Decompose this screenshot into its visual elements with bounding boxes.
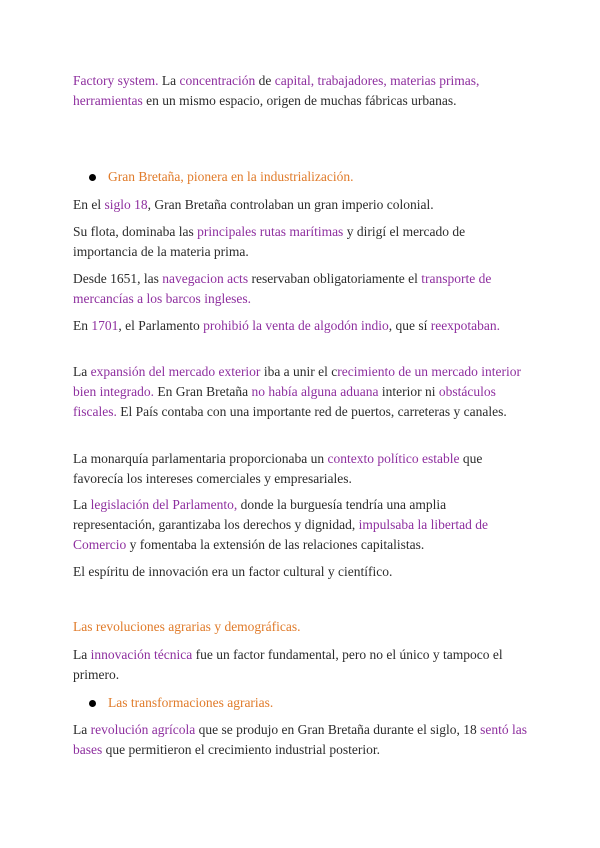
text: La monarquía parlamentaria proporcionaba un: [73, 451, 328, 466]
highlight: legislación del Parlamento,: [90, 497, 238, 512]
highlight: innovación técnica: [90, 647, 193, 662]
text: , Gran Bretaña controlaban un gran imperio colonial.: [147, 197, 434, 212]
highlight: contexto político estable: [327, 451, 460, 466]
highlight: reexpotaban.: [430, 318, 501, 333]
paragraph-legislacion: [73, 495, 531, 555]
text: que favorecía los intereses comerciales y empresariales.: [73, 451, 483, 486]
text: iba a unir el c: [260, 364, 338, 379]
highlight: capital, trabajadores, materias primas, herramientas: [73, 73, 480, 108]
bullet-dot-icon: [89, 700, 96, 707]
term-factory-system: Factory system.: [73, 73, 159, 88]
text: de: [255, 73, 275, 88]
paragraph-espiritu: El espíritu de innovación era un factor cultural y científico.: [73, 564, 393, 579]
paragraph-flota: [73, 222, 531, 262]
text: interior ni: [378, 384, 439, 399]
text: y dirigí el mercado de importancia de la materia prima.: [73, 224, 466, 259]
highlight: concentración: [179, 73, 256, 88]
highlight: no había alguna aduana: [251, 384, 379, 399]
text: en un mismo espacio, origen de muchas fábricas urbanas.: [142, 93, 457, 108]
text: donde la burguesía tendría una amplia representación, garantizaba los derechos y dignidad,: [73, 497, 447, 532]
text: En: [73, 318, 92, 333]
text: En el: [73, 197, 105, 212]
bullet-dot-icon: [89, 174, 96, 181]
paragraph-siglo: [73, 195, 531, 215]
text: fue un factor fundamental, pero no el único y tampoco el primero.: [73, 647, 503, 682]
text: La: [158, 73, 180, 88]
text: Desde 1651, las: [73, 271, 163, 286]
paragraph-monarquia: [73, 449, 531, 489]
paragraph-expansion: [73, 362, 531, 422]
paragraph-navegacion: [73, 269, 531, 309]
highlight: navegacion acts: [162, 271, 249, 286]
highlight: revolución agrícola: [90, 722, 196, 737]
highlight: obstáculos fiscales.: [73, 384, 496, 419]
text: El País contaba con una importante red de puertos, carreteras y canales.: [116, 404, 507, 419]
highlight: transporte de mercancías a los barcos ingleses.: [73, 271, 492, 306]
text: , que sí: [388, 318, 431, 333]
highlight: recimiento de un mercado interior bien integrado.: [73, 364, 521, 399]
highlight: sentó las bases: [73, 722, 528, 757]
text: que permitieron el crecimiento industrial posterior.: [102, 742, 381, 757]
highlight: impulsaba la libertad de Comercio: [73, 517, 488, 552]
text: La: [73, 497, 91, 512]
text: reservaban obligatoriamente el: [248, 271, 422, 286]
text: Su flota, dominaba las: [73, 224, 198, 239]
heading-revoluciones: Las revoluciones agrarias y demográficas.: [73, 619, 301, 634]
text: y fomentaba la extensión de las relaciones capitalistas.: [126, 537, 425, 552]
text: que se produjo en Gran Bretaña durante el siglo, 18: [195, 722, 481, 737]
highlight: prohibió la venta de algodón indio: [203, 318, 389, 333]
paragraph-factory-system: [73, 71, 531, 111]
text: La: [73, 722, 91, 737]
paragraph-innovacion: [73, 645, 531, 685]
text: En Gran Bretaña: [153, 384, 252, 399]
highlight: expansión del mercado exterior: [90, 364, 261, 379]
paragraph-1701: [73, 316, 531, 336]
highlight: principales rutas marítimas: [197, 224, 344, 239]
heading-gran-bretana: Gran Bretaña, pionera en la industrialización.: [108, 169, 354, 184]
text: , el Parlamento: [118, 318, 204, 333]
highlight: 1701: [91, 318, 119, 333]
heading-transformaciones: Las transformaciones agrarias.: [108, 695, 274, 710]
text: La: [73, 647, 91, 662]
text: La: [73, 364, 91, 379]
highlight: siglo 18: [104, 197, 148, 212]
paragraph-revolucion-agricola: [73, 720, 531, 760]
